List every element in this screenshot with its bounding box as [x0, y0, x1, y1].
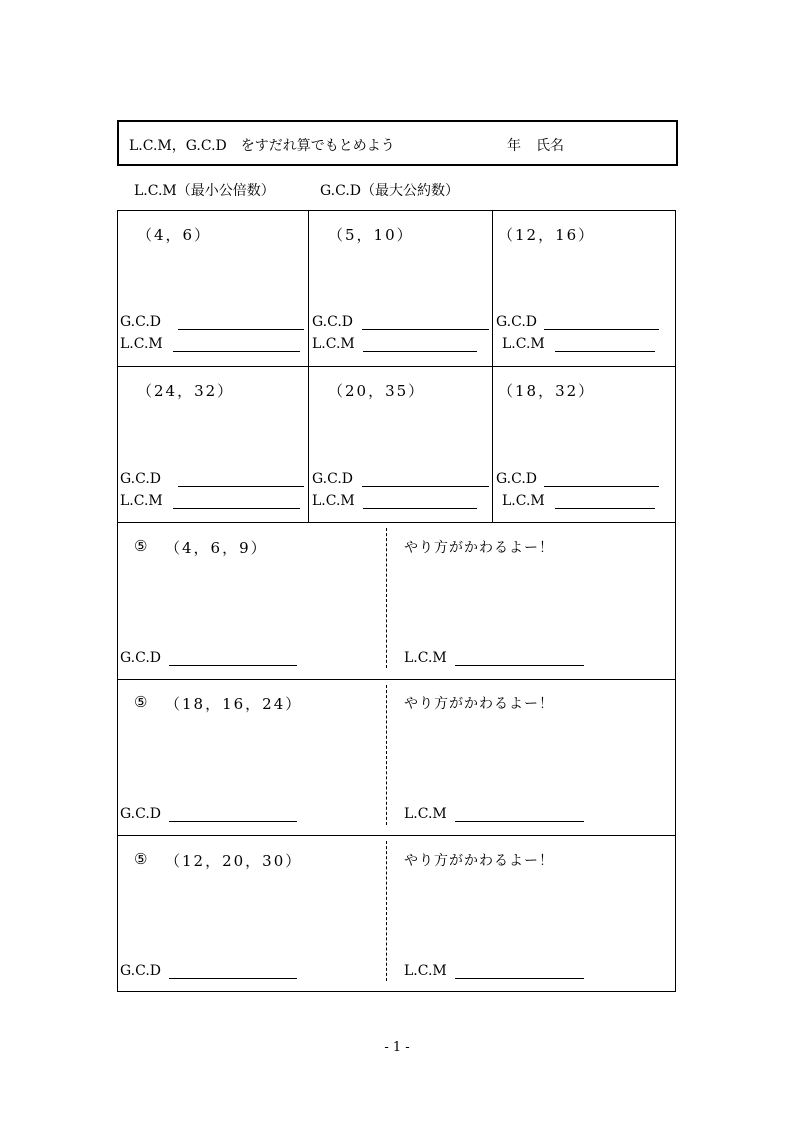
gcd-label: G.C.D [120, 806, 162, 822]
gcd-label: G.C.D [312, 471, 354, 487]
problem-label: （4，6，9） [165, 539, 268, 557]
lcm-answer-blank[interactable] [555, 508, 655, 509]
lcm-answer-blank[interactable] [455, 665, 584, 666]
dashed-divider [386, 841, 387, 981]
row-divider [117, 835, 676, 836]
header-box [117, 120, 678, 166]
lcm-answer-blank[interactable] [363, 351, 477, 352]
gcd-answer-blank[interactable] [178, 486, 304, 487]
gcd-answer-blank[interactable] [178, 329, 304, 330]
legend-lcm: L.C.M（最小公倍数） [134, 183, 275, 199]
lcm-answer-blank[interactable] [173, 508, 300, 509]
method-note: やり方がかわるよー！ [404, 696, 554, 712]
problem-marker: ⑤ [134, 850, 150, 868]
problem-label: （4，6） [137, 226, 212, 244]
row-divider [117, 522, 676, 523]
lcm-label: L.C.M [120, 336, 163, 352]
gcd-answer-blank[interactable] [544, 486, 659, 487]
gcd-label: G.C.D [120, 314, 162, 330]
gcd-answer-blank[interactable] [169, 821, 297, 822]
lcm-answer-blank[interactable] [363, 508, 477, 509]
gcd-answer-blank[interactable] [362, 329, 489, 330]
page-number: - 1 - [384, 1040, 410, 1055]
problem-label: （12，16） [498, 226, 596, 244]
lcm-answer-blank[interactable] [173, 351, 300, 352]
problem-label: （20，35） [328, 382, 426, 400]
legend-gcd: G.C.D（最大公約数） [320, 183, 460, 199]
lcm-label: L.C.M [404, 806, 447, 822]
problem-grid [117, 210, 676, 992]
gcd-answer-blank[interactable] [169, 665, 297, 666]
dashed-divider [386, 685, 387, 825]
dashed-divider [386, 528, 387, 668]
gcd-label: G.C.D [496, 471, 538, 487]
lcm-answer-blank[interactable] [455, 821, 584, 822]
gcd-label: G.C.D [120, 963, 162, 979]
problem-marker: ⑤ [134, 537, 150, 555]
worksheet-title: L.C.M，G.C.D をすだれ算でもとめよう [129, 138, 395, 154]
column-divider [308, 210, 309, 523]
gcd-label: G.C.D [120, 650, 162, 666]
problem-marker: ⑤ [134, 693, 150, 711]
lcm-answer-blank[interactable] [455, 978, 584, 979]
row-divider [117, 679, 676, 680]
lcm-label: L.C.M [404, 963, 447, 979]
gcd-label: G.C.D [312, 314, 354, 330]
lcm-label: L.C.M [502, 336, 545, 352]
problem-label: （12，20，30） [165, 852, 303, 870]
problem-label: （24，32） [137, 382, 235, 400]
gcd-answer-blank[interactable] [362, 486, 489, 487]
problem-label: （18，32） [498, 382, 596, 400]
column-divider [492, 210, 493, 523]
problem-label: （5，10） [328, 226, 414, 244]
gcd-label: G.C.D [120, 471, 162, 487]
year-label: 年 [507, 138, 521, 154]
gcd-answer-blank[interactable] [544, 329, 659, 330]
lcm-label: L.C.M [120, 493, 163, 509]
row-divider [117, 366, 676, 367]
lcm-label: L.C.M [312, 493, 355, 509]
name-label: 氏名 [536, 138, 564, 154]
lcm-answer-blank[interactable] [555, 351, 655, 352]
gcd-label: G.C.D [496, 314, 538, 330]
gcd-answer-blank[interactable] [169, 978, 297, 979]
lcm-label: L.C.M [502, 493, 545, 509]
lcm-label: L.C.M [404, 650, 447, 666]
problem-label: （18，16，24） [165, 695, 303, 713]
method-note: やり方がかわるよー！ [404, 853, 554, 869]
method-note: やり方がかわるよー！ [404, 540, 554, 556]
lcm-label: L.C.M [312, 336, 355, 352]
